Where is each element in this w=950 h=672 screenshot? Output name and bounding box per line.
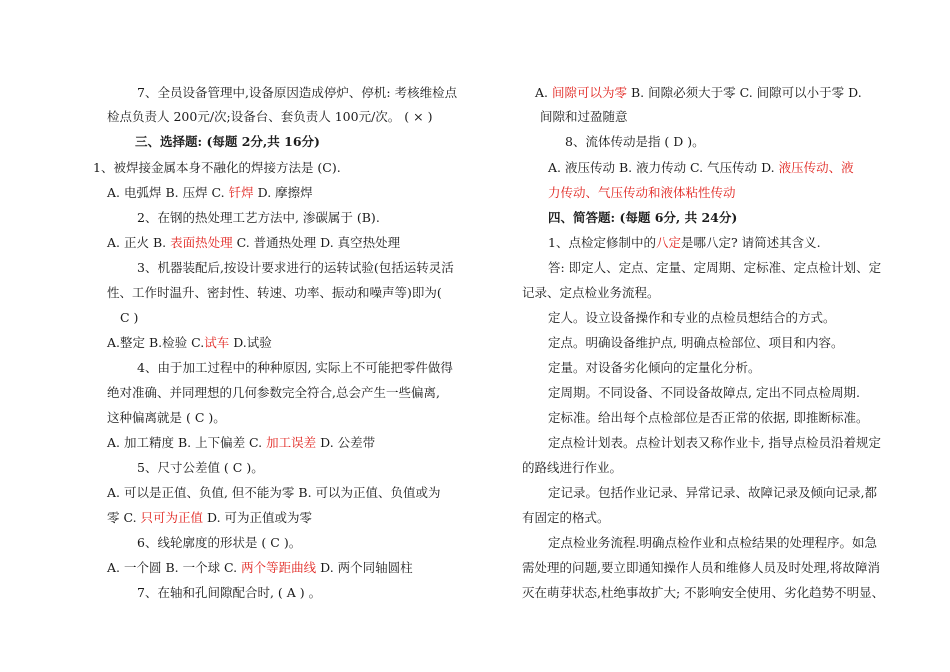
text-span: 5、尺寸公差值 ( C )。 xyxy=(137,460,264,475)
text-span: D. 可为正值或为零 xyxy=(203,510,313,525)
right-text-line xyxy=(548,535,877,551)
text-span: 1、被焊接金属本身不融化的焊接方法是 (C). xyxy=(93,160,341,175)
right-text-line xyxy=(548,160,854,176)
text-span: 间隙和过盈随意 xyxy=(540,109,628,124)
right-text-line xyxy=(540,109,628,125)
right-text-line xyxy=(548,435,881,451)
text-span: 定点检计划表。点检计划表又称作业卡, 指导点检员沿着规定 xyxy=(548,435,881,450)
left-text-line xyxy=(107,560,413,576)
right-text-line xyxy=(548,410,868,426)
text-span: 的路线进行作业。 xyxy=(522,460,623,475)
right-text-line xyxy=(548,335,843,351)
left-text-line xyxy=(107,285,442,301)
left-text-line xyxy=(137,360,453,376)
text-span: B. 间隙必须大于零 C. 间隙可以小于零 D. xyxy=(627,85,862,100)
text-span: 2、在钢的热处理工艺方法中, 渗碳属于 (B). xyxy=(137,210,380,225)
left-text-line xyxy=(107,109,432,125)
right-text-line xyxy=(548,185,736,201)
left-text-line xyxy=(137,85,457,101)
answer-highlight: 钎焊 xyxy=(228,185,254,200)
right-text-line xyxy=(548,210,737,226)
text-span: A. 电弧焊 B. 压焊 C. xyxy=(107,185,229,200)
left-text-line xyxy=(137,535,301,551)
right-text-line xyxy=(548,360,761,376)
right-text-line xyxy=(522,285,660,301)
left-text-line xyxy=(107,185,313,201)
text-span: 定周期。不同设备、不同设备故障点, 定出不同点检周期. xyxy=(548,385,860,400)
text-span: 检点负责人 200元/次;设备台、套负责人 100元/次。 ( × ) xyxy=(107,109,433,124)
text-span: 答: 即定人、定点、定量、定周期、定标准、定点检计划、定 xyxy=(548,260,882,275)
text-span: 这种偏离就是 ( C )。 xyxy=(107,410,226,425)
left-text-line xyxy=(137,460,264,476)
left-text-line xyxy=(137,585,321,601)
text-span: 6、线轮廓度的形状是 ( C )。 xyxy=(137,535,302,550)
answer-highlight: 两个等距曲线 xyxy=(241,560,317,575)
left-text-line xyxy=(137,210,380,226)
left-text-line xyxy=(107,510,312,526)
right-text-line xyxy=(522,460,622,476)
text-span: 定标准。给出每个点检部位是否正常的依据, 即推断标准。 xyxy=(548,410,869,425)
left-text-line xyxy=(120,310,138,326)
right-text-line xyxy=(535,85,862,101)
left-text-line xyxy=(107,335,272,351)
left-text-line xyxy=(137,260,454,276)
text-span: D. 摩擦焊 xyxy=(253,185,313,200)
text-span: 3、机器装配后,按设计要求进行的运转试验(包括运转灵活 xyxy=(137,260,454,275)
text-span: 7、全员设备管理中,设备原因造成停炉、停机: 考核维检点 xyxy=(137,85,458,100)
text-span: 7、在轴和孔间隙配合时, ( A ) 。 xyxy=(137,585,322,600)
left-text-line xyxy=(135,134,320,150)
left-text-line xyxy=(93,160,341,176)
text-span: A. 液压传动 B. 液力传动 C. 气压传动 D. xyxy=(548,160,779,175)
text-span: 定人。设立设备操作和专业的点检员想结合的方式。 xyxy=(548,310,836,325)
text-span: 灭在萌芽状态,杜绝事故扩大; 不影响安全使用、劣化趋势不明显、 xyxy=(522,585,885,600)
text-span: 定点检业务流程.明确点检作业和点检结果的处理程序。如急 xyxy=(548,535,877,550)
right-text-line xyxy=(522,560,880,576)
text-span: 三、选择题: (每题 2分,共 16分) xyxy=(135,134,320,149)
text-span: 四、简答题: (每题 6分, 共 24分) xyxy=(548,210,738,225)
right-text-line xyxy=(548,235,821,251)
text-span: A. 一个圆 B. 一个球 C. xyxy=(107,560,242,575)
text-span: A.整定 B.检验 C. xyxy=(107,335,205,350)
left-text-line xyxy=(107,485,441,501)
right-text-line xyxy=(522,585,884,601)
right-text-line xyxy=(548,310,836,326)
text-span: A. 加工精度 B. 上下偏差 C. xyxy=(107,435,267,450)
answer-highlight: 试车 xyxy=(204,335,230,350)
left-text-line xyxy=(107,385,440,401)
text-span: D. 两个同轴圆柱 xyxy=(316,560,413,575)
answer-highlight: 表面热处理 xyxy=(170,235,233,250)
answer-highlight: 液压传动、液 xyxy=(778,160,854,175)
text-span: 性、工作时温升、密封性、转速、功率、振动和噪声等)即为( xyxy=(107,285,442,300)
text-span: 有固定的格式。 xyxy=(522,510,610,525)
right-text-line xyxy=(565,134,705,150)
text-span: C ) xyxy=(120,310,139,325)
text-span: C. 普通热处理 D. 真空热处理 xyxy=(232,235,401,250)
text-span: 8、流体传动是指 ( D )。 xyxy=(565,134,705,149)
right-text-line xyxy=(548,260,881,276)
answer-highlight: 加工误差 xyxy=(266,435,317,450)
text-span: 是哪八定? 请简述其含义. xyxy=(680,235,821,250)
text-span: 定点。明确设备维护点, 明确点检部位、项目和内容。 xyxy=(548,335,844,350)
text-span: 定记录。包括作业记录、异常记录、故障记录及倾向记录,都 xyxy=(548,485,877,500)
left-text-line xyxy=(107,410,226,426)
text-span: 零 C. xyxy=(107,510,141,525)
text-span: D.试验 xyxy=(229,335,272,350)
answer-highlight: 八定 xyxy=(655,235,681,250)
answer-highlight: 力传动、气压传动和液体粘性传动 xyxy=(548,185,736,200)
answer-highlight: 间隙可以为零 xyxy=(551,85,627,100)
text-span: 定量。对设备劣化倾向的定量化分析。 xyxy=(548,360,761,375)
answer-highlight: 只可为正值 xyxy=(140,510,204,525)
text-span: 需处理的问题,要立即通知操作人员和维修人员及时处理,将故障消 xyxy=(522,560,880,575)
text-span: A. xyxy=(535,85,552,100)
right-text-line xyxy=(548,485,877,501)
text-span: A. 正火 B. xyxy=(107,235,171,250)
left-text-line xyxy=(107,435,375,451)
right-text-line xyxy=(548,385,860,401)
right-text-line xyxy=(522,510,610,526)
text-span: D. 公差带 xyxy=(316,435,376,450)
text-span: 1、点检定修制中的 xyxy=(548,235,656,250)
text-span: A. 可以是正值、负值, 但不能为零 B. 可以为正值、负值或为 xyxy=(107,485,441,500)
text-span: 4、由于加工过程中的种种原因, 实际上不可能把零件做得 xyxy=(137,360,453,375)
text-span: 绝对准确、并同理想的几何参数完全符合,总会产生一些偏离, xyxy=(107,385,440,400)
text-span: 记录、定点检业务流程。 xyxy=(522,285,660,300)
left-text-line xyxy=(107,235,400,251)
